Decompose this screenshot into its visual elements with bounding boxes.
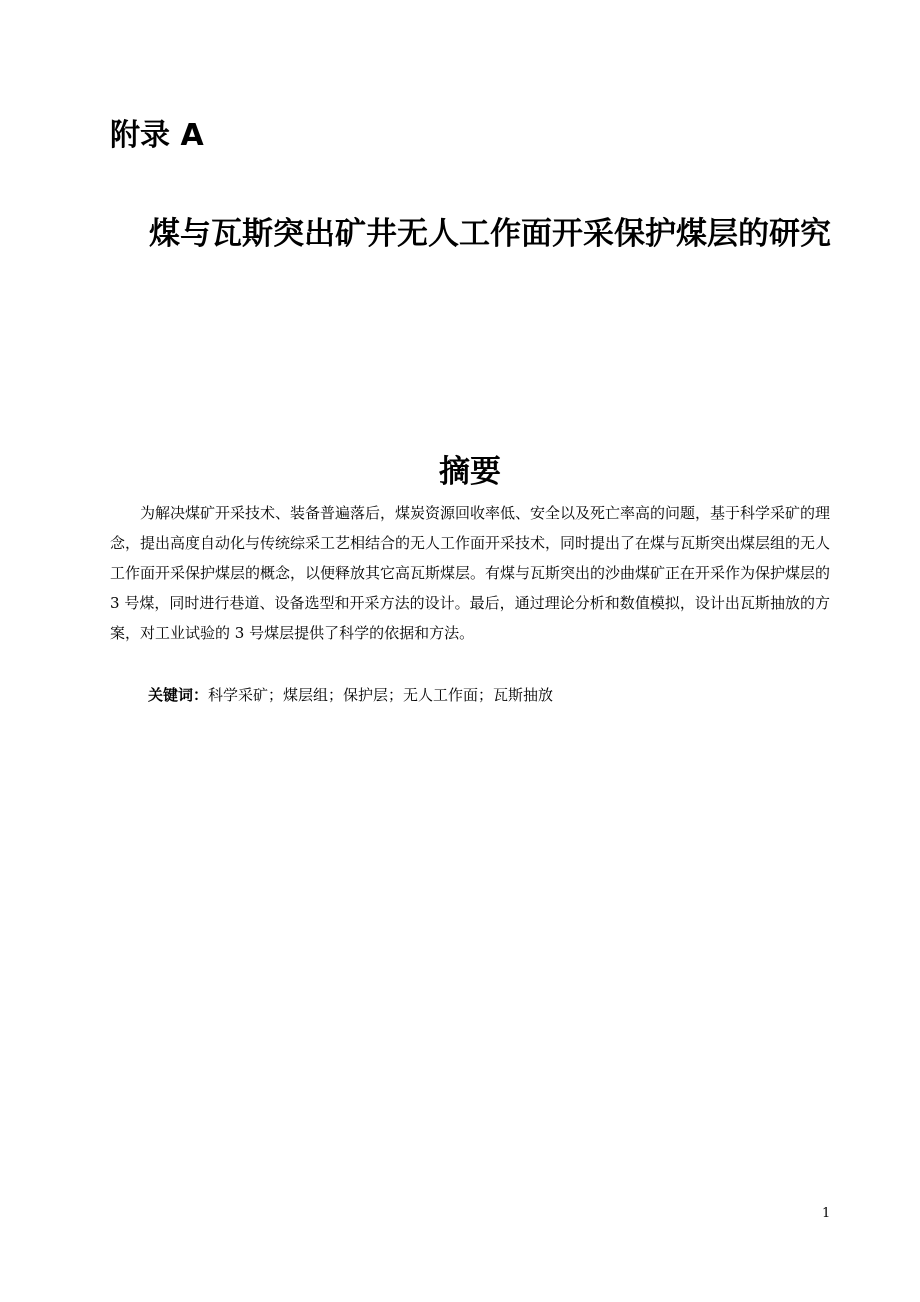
keywords-label: 关键词：	[148, 686, 209, 704]
abstract-paragraph: 为解决煤矿开采技术、装备普遍落后，煤炭资源回收率低、安全以及死亡率高的问题，基于科学采矿的理念，提出高度自动化与传统综采工艺相结合的无人工作面开采技术，同时提出了在煤与瓦斯突出煤层组的无人工作面开采保护煤层的概念，以便释放其它高瓦斯煤层。有煤与瓦斯突出的沙曲煤矿正在开采作为保护煤层的 3 号煤，同时进行巷道、设备选型和开采方法的设计。最后，通过理论分析和数值模拟，设计出瓦斯抽放的方案，对工业试验的 3 号煤层提供了科学的依据和方法。	[110, 504, 831, 642]
keywords-line	[148, 680, 553, 710]
abstract-heading: 摘要	[439, 454, 501, 490]
page-number: 1	[822, 1206, 831, 1221]
paper-title: 煤与瓦斯突出矿井无人工作面开采保护煤层的研究	[149, 216, 831, 252]
appendix-label: 附录 A	[110, 118, 204, 153]
keywords-text: 科学采矿；煤层组；保护层；无人工作面；瓦斯抽放	[208, 686, 554, 704]
